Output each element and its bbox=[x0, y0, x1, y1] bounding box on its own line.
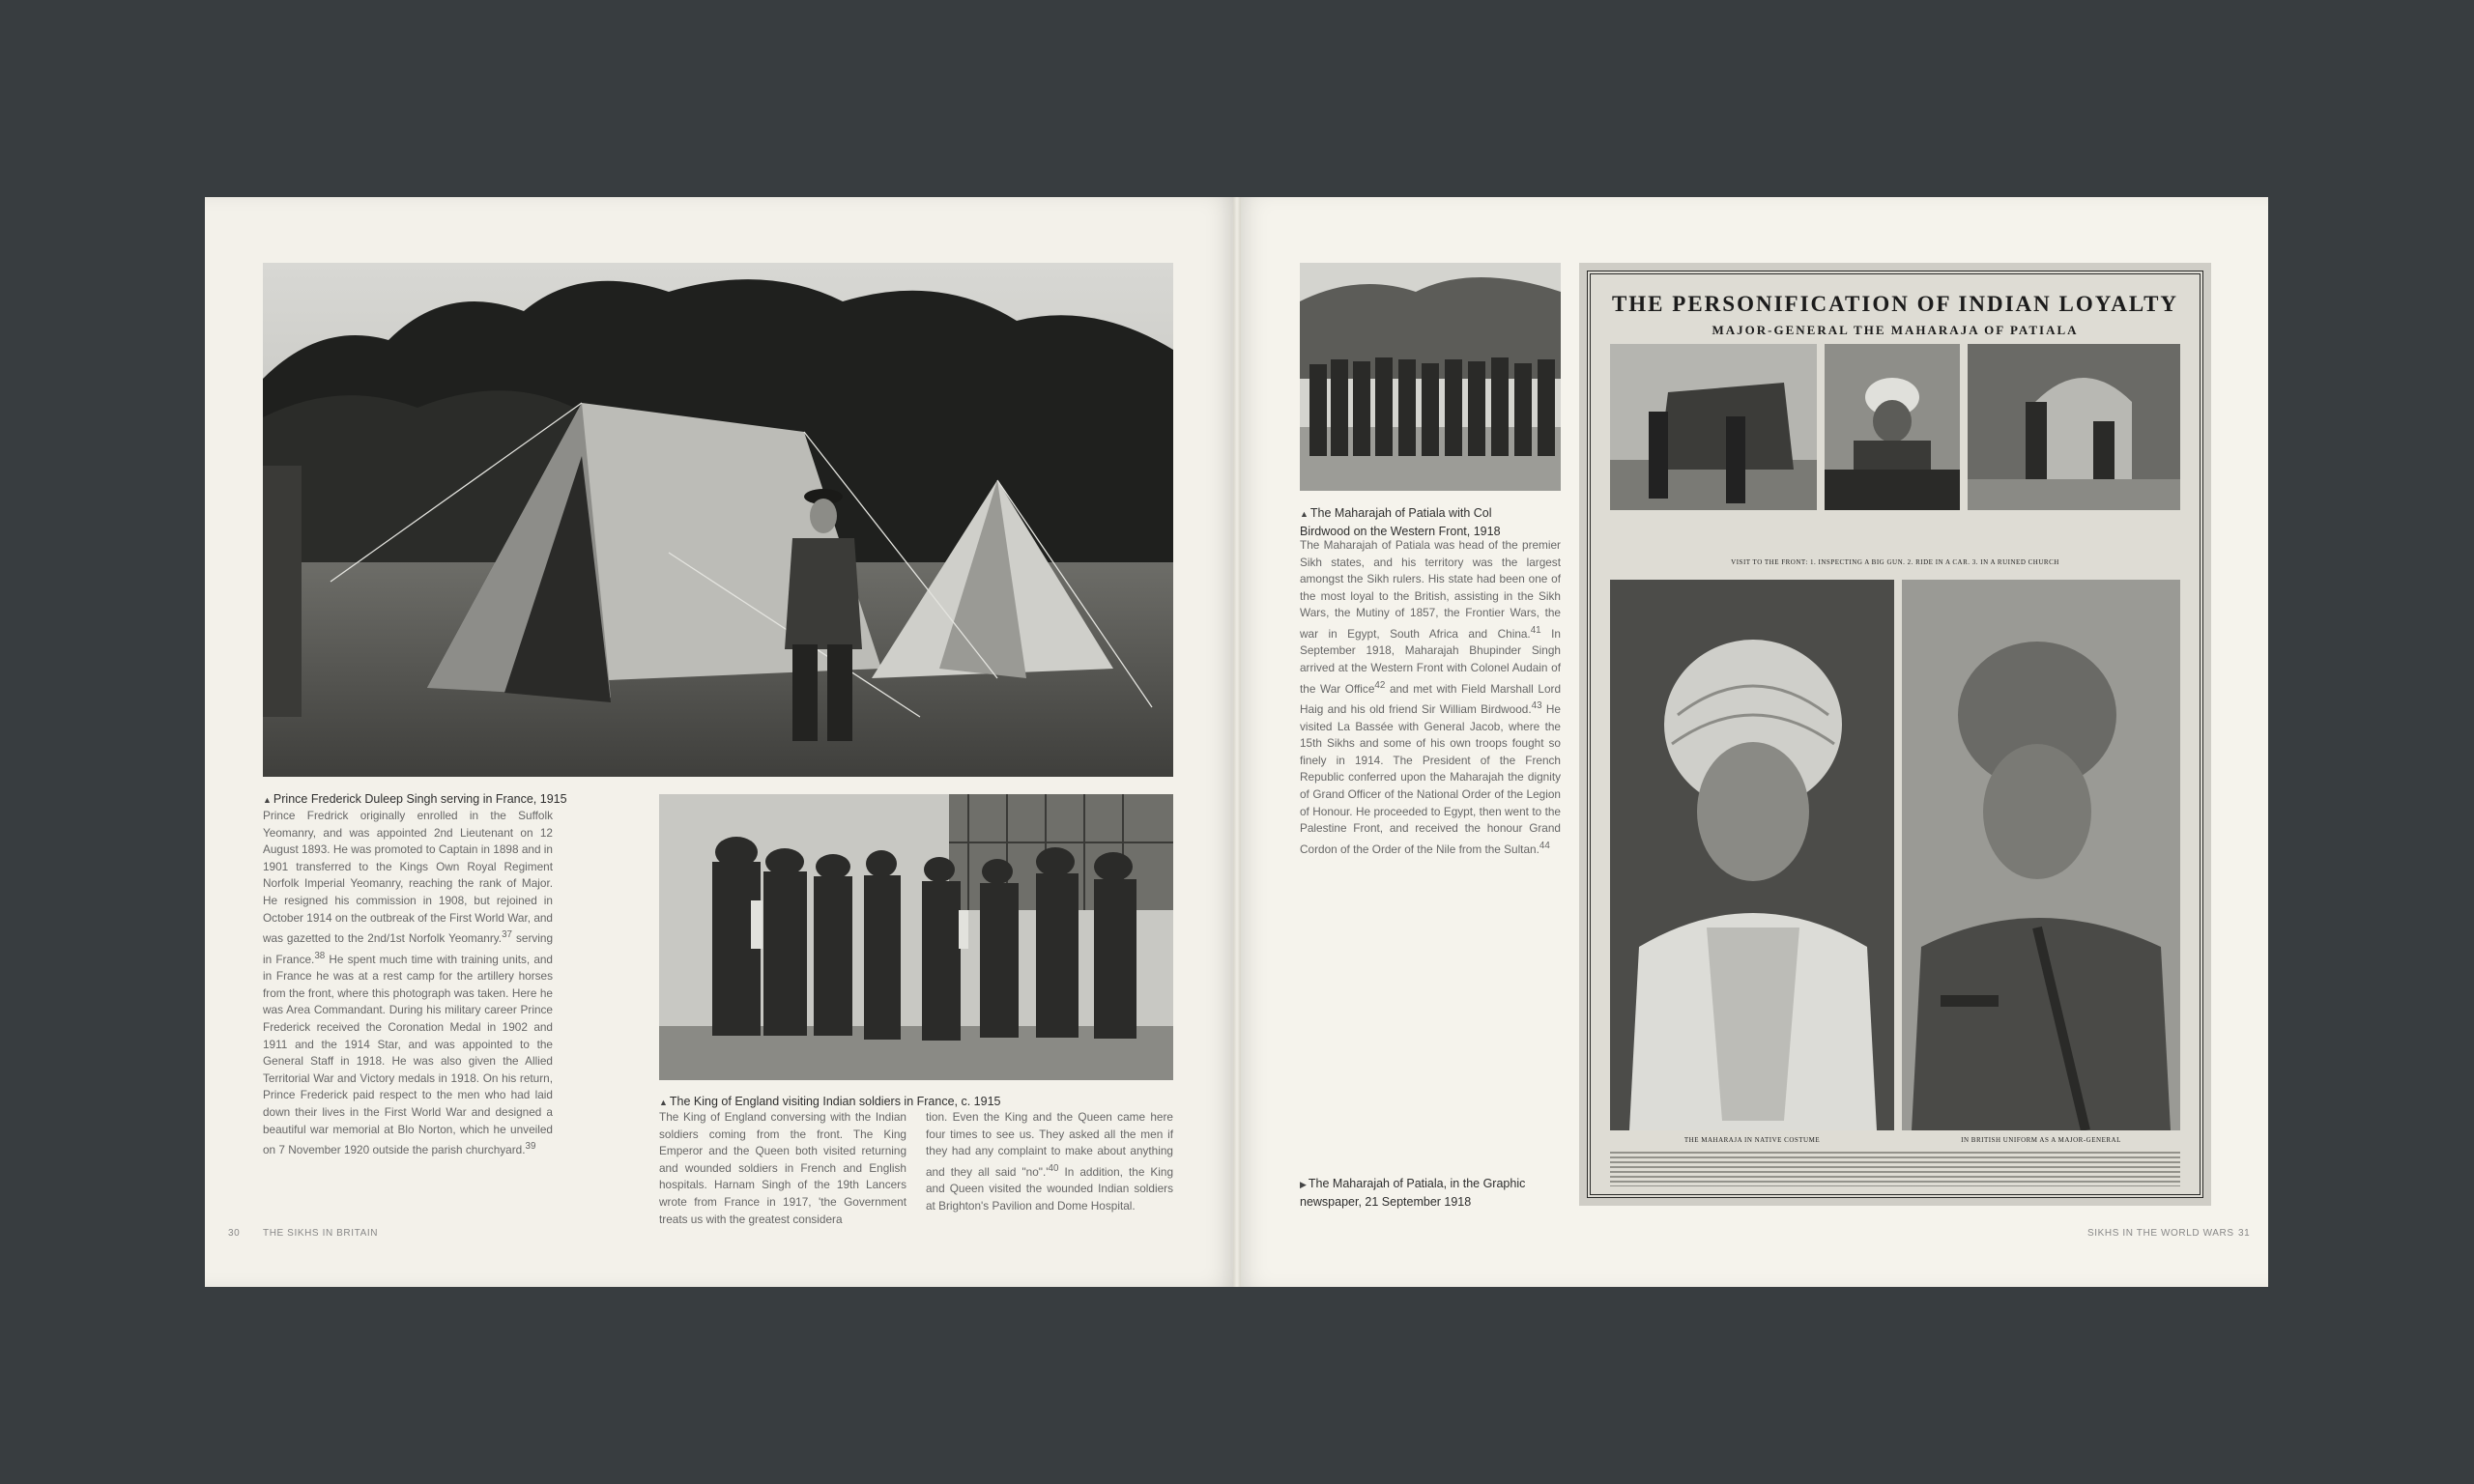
photo-prince-frederick-tent bbox=[263, 263, 1173, 777]
body-king-col1: The King of England conversing with the Indian soldiers coming from the front. The King Emperor and the Queen both visited returning and wounded soldiers in French and English hospitals. Harnam Singh of the 19th Lancers wrote from France in 1917, 'the Government treats us with the greatest considera bbox=[659, 1110, 906, 1226]
triangle-up-icon: ▲ bbox=[1300, 509, 1309, 519]
folio-right-title: SIKHS IN THE WORLD WARS bbox=[2087, 1228, 2234, 1239]
triangle-up-icon: ▲ bbox=[263, 795, 272, 805]
folio-right-number: 31 bbox=[2238, 1228, 2251, 1239]
caption-king-visiting: ▲ The King of England visiting Indian soldiers in France, c. 1915 bbox=[659, 1095, 1001, 1108]
newspaper-caption-uniform: IN BRITISH UNIFORM AS A MAJOR-GENERAL bbox=[1961, 1136, 2121, 1144]
folio-left-title: THE SIKHS IN BRITAIN bbox=[263, 1228, 379, 1239]
photo-maharajah-birdwood bbox=[1300, 263, 1561, 491]
photo-king-visiting-soldiers bbox=[659, 794, 1173, 1080]
triangle-up-icon: ▲ bbox=[659, 1098, 668, 1107]
newspaper-caption-native: THE MAHARAJA IN NATIVE COSTUME bbox=[1683, 1136, 1821, 1144]
caption-maharajah-birdwood: ▲ The Maharajah of Patiala with Col Birdwood on the Western Front, 1918 bbox=[1300, 506, 1501, 538]
body-prince-frederick: Prince Fredrick originally enrolled in the Suffolk Yeomanry, and was appointed 2nd Lieutenant on 12 August 1893. He was promoted to Captain in 1898 and in 1901 transferred to the Kings Own Royal Regiment Norfolk Imperial Yeomanry, reaching the rank of Major. He resigned his commission in 1908, but rejoined in October 1914 on the outbreak of the First World War, and was gazetted to the 2nd/1st Norfolk Yeomanry.$^{37}$ serving in France.$^{38}$ He spent much time with training units, and in France he was at a rest camp for the artillery horses from the front, where this photograph was taken. Here he was Area Commandant. During his military career Prince Frederick received the Coronation Medal in 1902 and 1911 and the 1914 Star, and was appointed to the General Staff in 1918. He was also given the Allied Territorial War and Victory medals in 1918. On his return, Prince Frederick paid respect to the men who had laid down their lives in the First World War and designed a beautiful war memorial at Blo Norton, which he unveiled on 7 November 1920 outside the parish churchyard.$^{39}$ bbox=[263, 809, 554, 1157]
newspaper-fine-print bbox=[1610, 1152, 2180, 1186]
book-spine bbox=[1233, 197, 1241, 1287]
newspaper-portrait-native-costume bbox=[1610, 580, 1894, 1130]
newspaper-photo-car bbox=[1825, 344, 1960, 510]
body-king-col2: tion. Even the King and the Queen came here four times to see us. They asked all the men if they had any complaint to make about anything and they all said "$no".'^{40}$ In addition, the King and Queen visited the wounded Indian soldiers at Brighton's Pavilion and Dome Hospital. bbox=[926, 1110, 1174, 1213]
newspaper-photo-ruined-church bbox=[1968, 344, 2180, 510]
triangle-right-icon: ▶ bbox=[1300, 1180, 1307, 1189]
newspaper-page bbox=[1579, 263, 2211, 1206]
newspaper-strip-caption: VISIT TO THE FRONT: 1. INSPECTING A BIG GUN. 2. RIDE IN A CAR. 3. IN A RUINED CHURCH bbox=[1731, 558, 2059, 566]
folio-left-number: 30 bbox=[228, 1228, 241, 1239]
body-maharajah: The Maharajah of Patiala was head of the premier Sikh states, and his territory was the largest amongst the Sikh rulers. His state had been one of the most loyal to the British, assisting in the Sikh Wars, the Mutiny of 1857, the Frontier Wars, the war in Egypt, South Africa and China.$^{41}$ In September 1918, Maharajah Bhupinder Singh arrived at the Western Front with Colonel Audain of the War Office$^{42}$ and met with Field Marshall Lord Haig and his old friend Sir William Birdwood.$^{43}$ He visited La Bassée with General Jacob, where the 15th Sikhs and some of his own troops fought so finely in 1914. The President of the French Republic conferred upon the Maharajah the dignity of Grand Officer of the National Order of the Legion of Honour. He proceeded to Egypt, then went to the Palestine Front, and received the honour Grand Cordon of the Order of the Nile from the Sultan.$^{44}$ bbox=[1300, 538, 1562, 856]
newspaper-photo-big-gun bbox=[1610, 344, 1817, 510]
newspaper-subtitle: MAJOR-GENERAL THE MAHARAJA OF PATIALA bbox=[1712, 323, 2079, 337]
caption-prince-frederick: ▲ Prince Frederick Duleep Singh serving in France, 1915 bbox=[263, 792, 567, 806]
newspaper-portrait-british-uniform bbox=[1902, 580, 2180, 1130]
caption-graphic-newspaper: ▶ The Maharajah of Patiala, in the Graphic newspaper, 21 September 1918 bbox=[1300, 1177, 1526, 1209]
newspaper-title: THE PERSONIFICATION OF INDIAN LOYALTY bbox=[1611, 292, 2179, 316]
